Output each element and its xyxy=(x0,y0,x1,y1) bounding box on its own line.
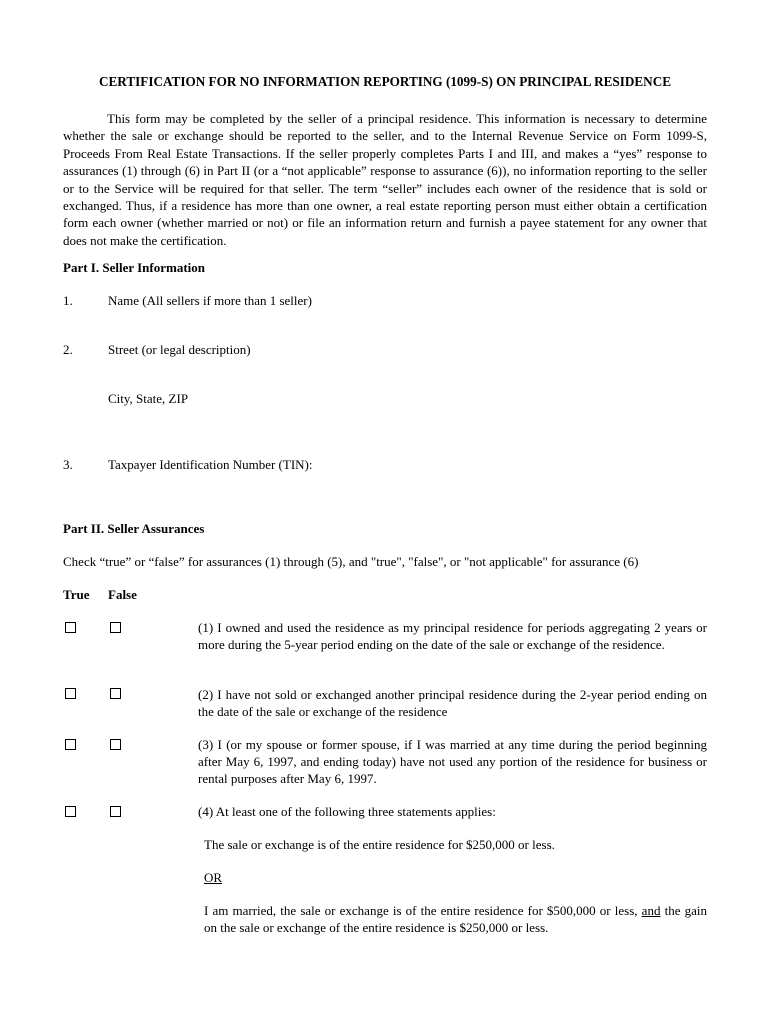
intro-text: This form may be completed by the seller of a principal residence. This information is necessary to determine whether the sale or exchange should be reported to the seller, and to the Internal Revenue Service on Form 1099-S, Proceeds From Real Estate Transactions. If the seller properly completes Parts I and III, and makes a “yes” response to assurances (1) through (6) in Part II (or a “not applicable” response to assurance (6)), no information reporting to the seller or to the Service will be required for that seller. The term “seller” includes each owner of the residence that is sold or exchanged. Thus, if a residence has more than one owner, a real estate reporting person must either obtain a certification form each owner (whether married or not) or file an information return and furnish a payee statement for any owner that does not make the certification. xyxy=(63,111,707,248)
part2-instruction: Check “true” or “false” for assurances (1) through (5), and "true", "false", or "not applicable" for assurance (6) xyxy=(63,554,639,569)
assurance-2-true-checkbox[interactable] xyxy=(65,688,76,699)
street-field-label: Street (or legal description) xyxy=(108,342,251,357)
or-label xyxy=(204,869,222,886)
statement-a: The sale or exchange is of the entire residence for $250,000 or less. xyxy=(204,837,555,852)
true-column-header: True xyxy=(63,587,90,602)
assurance-3-true-checkbox[interactable] xyxy=(65,739,76,750)
assurance-2-text: (2) I have not sold or exchanged another principal residence during the 2-year period ending on the date of the sale or exchange of the residence xyxy=(198,687,707,720)
part2-heading: Part II. Seller Assurances xyxy=(63,521,205,536)
part1-heading: Part I. Seller Information xyxy=(63,260,206,275)
assurance-4-text: (4) At least one of the following three statements applies: xyxy=(198,804,496,819)
assurance-4-false-checkbox[interactable] xyxy=(110,806,121,817)
statement-b-pre: I am married, the sale or exchange is of the entire residence for $500,000 or less, xyxy=(204,903,642,918)
statement-b-and: and xyxy=(641,903,661,918)
assurance-4-true-checkbox[interactable] xyxy=(65,806,76,817)
assurance-3-text: (3) I (or my spouse or former spouse, if I was married at any time during the period beginning after May 6, 1997, and ending today) have not used any portion of the residence for business or rental purposes after May 6, 1997. xyxy=(198,737,707,787)
assurance-1-true-checkbox[interactable] xyxy=(65,622,76,633)
false-column-header: False xyxy=(108,587,137,602)
assurance-3-false-checkbox[interactable] xyxy=(110,739,121,750)
item-number: 3. xyxy=(63,457,73,472)
form-title: CERTIFICATION FOR NO INFORMATION REPORTING (1099-S) ON PRINCIPAL RESIDENCE xyxy=(98,74,672,89)
assurance-1-text: (1) I owned and used the residence as my principal residence for periods aggregating 2 years or more during the 5-year period ending on the date of the sale or exchange of the residence. xyxy=(198,620,707,653)
item-number: 2. xyxy=(63,342,73,357)
tin-field-label: Taxpayer Identification Number (TIN): xyxy=(108,457,313,472)
assurance-1-false-checkbox[interactable] xyxy=(110,622,121,633)
item-number: 1. xyxy=(63,293,73,308)
assurance-2-false-checkbox[interactable] xyxy=(110,688,121,699)
statement-b-post: the gain on the sale or exchange of the entire residence is $250,000 or less. xyxy=(204,903,707,936)
name-field-label: Name (All sellers if more than 1 seller) xyxy=(108,293,312,308)
statement-b xyxy=(204,902,707,936)
or-text: OR xyxy=(204,870,223,885)
intro-paragraph xyxy=(63,110,707,249)
city-state-zip-label: City, State, ZIP xyxy=(108,391,189,406)
